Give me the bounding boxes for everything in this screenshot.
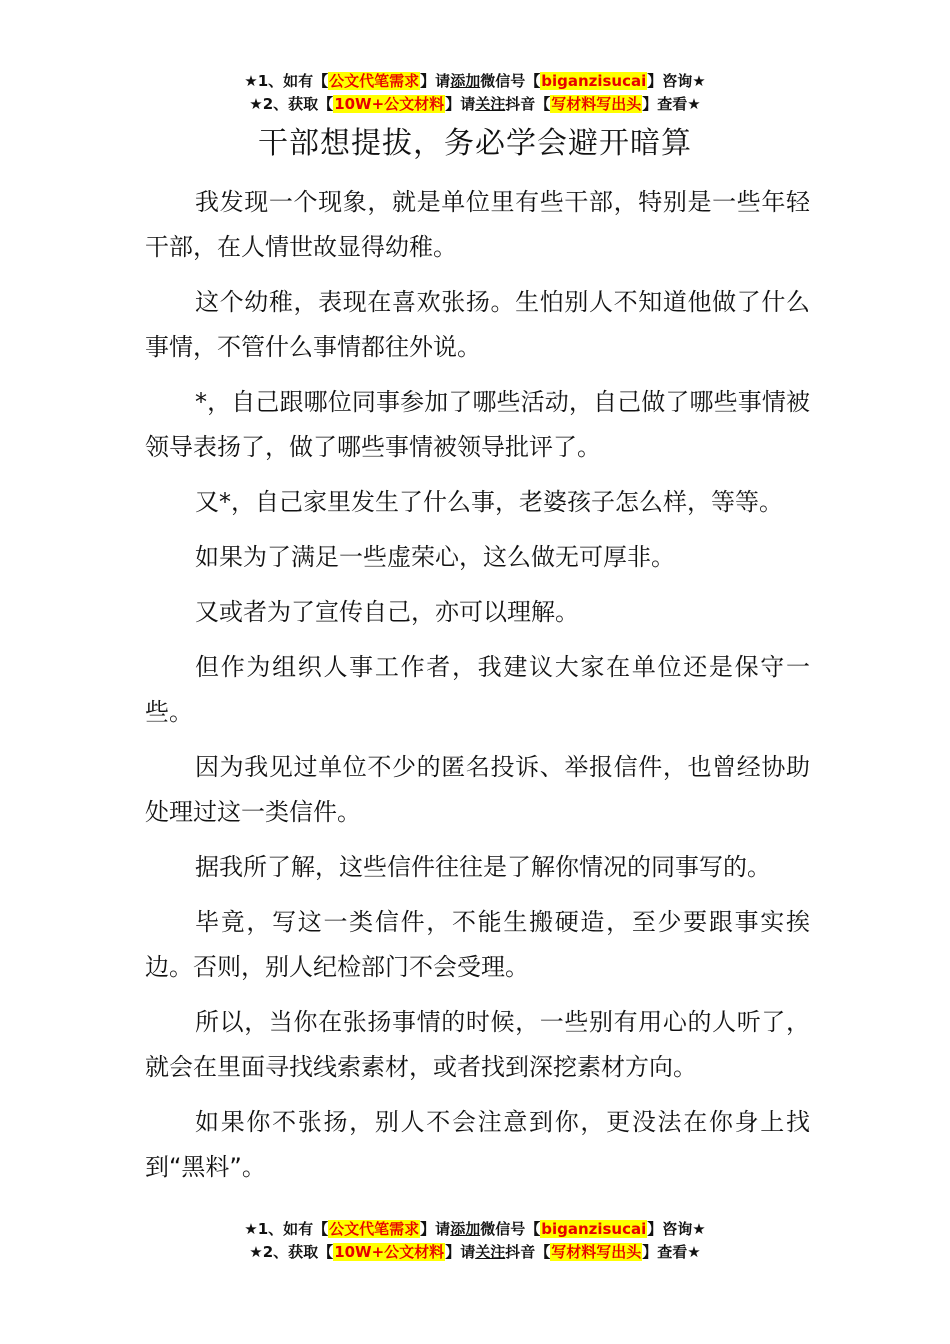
banner-line-1: ★1、如有【公文代笔需求】请添加微信号【biganzisucai】咨询★ (244, 1220, 706, 1238)
paragraph: 如果为了满足一些虚荣心，这么做无可厚非。 (195, 543, 675, 571)
banner-highlight: 写材料写出头 (551, 1243, 642, 1261)
banner-highlight: 公文代笔需求 (329, 1220, 420, 1238)
banner-line-1: ★1、如有【公文代笔需求】请添加微信号【biganzisucai】咨询★ (244, 72, 706, 90)
document-title: 干部想提拔，务必学会避开暗算 (258, 126, 692, 161)
banner-line-2: ★2、获取【10W+公文材料】请关注抖音【写材料写出头】查看★ (249, 95, 701, 113)
paragraph: 又*，自己家里发生了什么事，老婆孩子怎么样，等等。 (195, 488, 783, 516)
paragraph: 但作为组织人事工作者，我建议大家在单位还是保守一些。 (145, 653, 810, 726)
paragraph: 这个幼稚，表现在喜欢张扬。生怕别人不知道他做了什么事情，不管什么事情都往外说。 (145, 288, 810, 361)
banner-highlight: 写材料写出头 (551, 95, 642, 113)
paragraph: *，自己跟哪位同事参加了哪些活动，自己做了哪些事情被领导表扬了，做了哪些事情被领导批评了。 (145, 388, 810, 461)
banner-highlight: 公文代笔需求 (329, 72, 420, 90)
paragraph: 我发现一个现象，就是单位里有些干部，特别是一些年轻干部，在人情世故显得幼稚。 (145, 188, 810, 261)
banner-highlight: 10W+公文材料 (334, 95, 445, 113)
banner-line-2: ★2、获取【10W+公文材料】请关注抖音【写材料写出头】查看★ (249, 1243, 701, 1261)
banner-highlight: biganzisucai (541, 72, 647, 90)
paragraph: 所以，当你在张扬事情的时候，一些别有用心的人听了，就会在里面寻找线索素材，或者找到深挖素材方向。 (145, 1008, 810, 1081)
footer-banner (0, 1218, 950, 1264)
banner-highlight: biganzisucai (541, 1220, 647, 1238)
paragraph: 因为我见过单位不少的匿名投诉、举报信件，也曾经协助处理过这一类信件。 (145, 753, 810, 826)
document-body (145, 180, 810, 1200)
header-banner (0, 70, 950, 116)
paragraph: 毕竟，写这一类信件，不能生搬硬造，至少要跟事实挨边。否则，别人纪检部门不会受理。 (145, 908, 810, 981)
banner-highlight: 10W+公文材料 (334, 1243, 445, 1261)
paragraph: 又或者为了宣传自己，亦可以理解。 (195, 598, 579, 626)
paragraph: 如果你不张扬，别人不会注意到你，更没法在你身上找到“黑料”。 (145, 1108, 810, 1181)
paragraph: 据我所了解，这些信件往往是了解你情况的同事写的。 (195, 853, 771, 881)
